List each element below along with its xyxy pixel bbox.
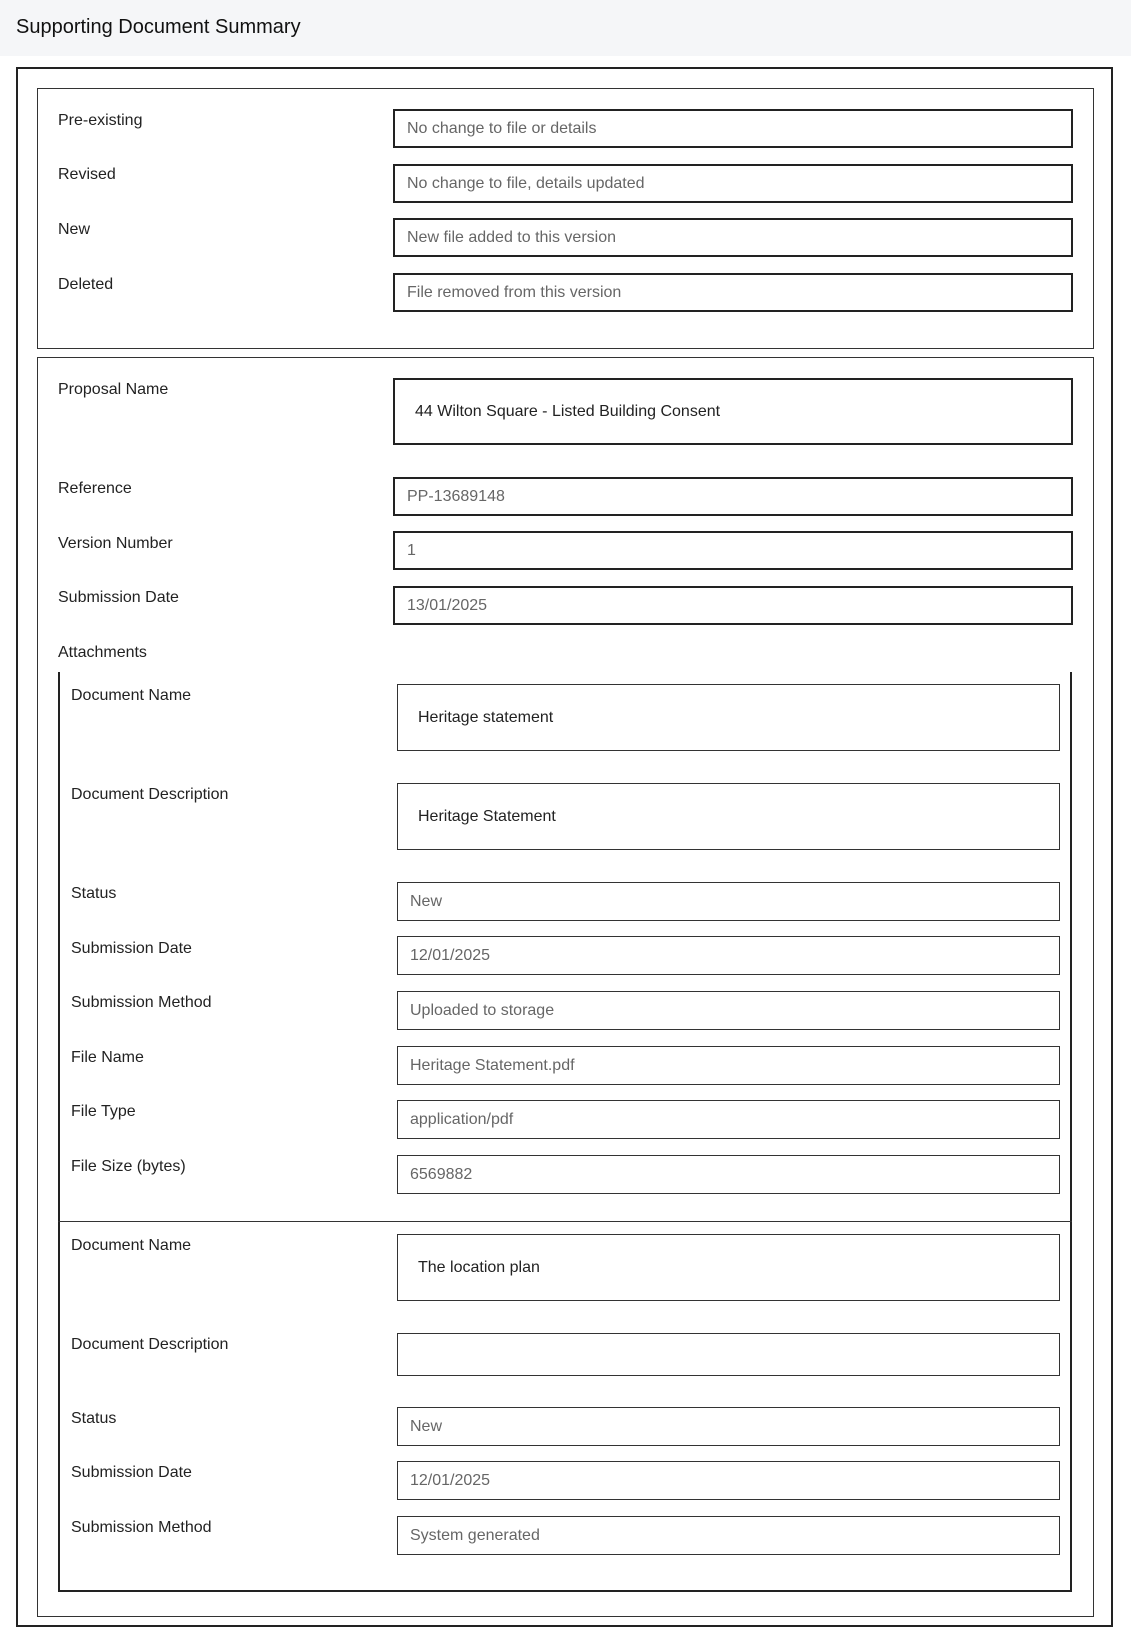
attachment-2-method-label: Submission Method — [71, 1519, 212, 1536]
attachment-2-date-label: Submission Date — [71, 1464, 192, 1481]
attachment-2-method-field: System generated — [397, 1516, 1060, 1555]
attachment-2-status-label: Status — [71, 1410, 117, 1427]
attachment-1-date-field: 12/01/2025 — [397, 936, 1060, 975]
attachment-1-file-type-field: application/pdf — [397, 1100, 1060, 1139]
attachment-1-file-size-label: File Size (bytes) — [71, 1158, 186, 1175]
legend-label-revised: Revised — [58, 166, 116, 183]
version-number-label: Version Number — [58, 535, 173, 552]
legend-value-revised: No change to file, details updated — [393, 164, 1073, 203]
attachment-2-doc-name-label: Document Name — [71, 1237, 192, 1254]
attachment-1-status-field: New — [397, 882, 1060, 921]
proposal-submission-date-label: Submission Date — [58, 589, 179, 606]
attachment-1-status-label: Status — [71, 885, 117, 902]
proposal-submission-date-field: 13/01/2025 — [393, 586, 1073, 625]
reference-field: PP-13689148 — [393, 477, 1073, 516]
attachment-1-file-name-label: File Name — [71, 1049, 144, 1066]
page-title: Supporting Document Summary — [16, 16, 301, 38]
attachment-1-file-type-label: File Type — [71, 1103, 136, 1120]
proposal-name-label: Proposal Name — [58, 381, 169, 398]
attachment-divider — [58, 1221, 1072, 1222]
attachment-1-method-field: Uploaded to storage — [397, 991, 1060, 1030]
attachment-2-date-field: 12/01/2025 — [397, 1461, 1060, 1500]
attachment-1-doc-desc-field: Heritage Statement — [397, 783, 1060, 850]
attachment-1-doc-name-field: Heritage statement — [397, 684, 1060, 751]
attachment-2-doc-name-field: The location plan — [397, 1234, 1060, 1301]
legend-label-deleted: Deleted — [58, 276, 114, 293]
attachment-1-file-size-field: 6569882 — [397, 1155, 1060, 1194]
attachment-1-doc-name-label: Document Name — [71, 687, 192, 704]
legend-label-new: New — [58, 221, 91, 238]
version-number-field: 1 — [393, 531, 1073, 570]
attachments-label: Attachments — [58, 644, 147, 661]
proposal-name-field: 44 Wilton Square - Listed Building Consent — [393, 378, 1073, 445]
attachment-2-doc-desc-field — [397, 1333, 1060, 1376]
legend-value-pre-existing: No change to file or details — [393, 109, 1073, 148]
attachment-1-date-label: Submission Date — [71, 940, 192, 957]
attachment-2-status-field: New — [397, 1407, 1060, 1446]
legend-label-pre-existing: Pre-existing — [58, 112, 143, 129]
reference-label: Reference — [58, 480, 132, 497]
legend-value-deleted: File removed from this version — [393, 273, 1073, 312]
header-bar — [0, 0, 1131, 56]
attachment-1-method-label: Submission Method — [71, 994, 212, 1011]
attachment-1-doc-desc-label: Document Description — [71, 786, 229, 803]
attachment-1-file-name-field: Heritage Statement.pdf — [397, 1046, 1060, 1085]
attachment-2-doc-desc-label: Document Description — [71, 1336, 229, 1353]
legend-value-new: New file added to this version — [393, 218, 1073, 257]
